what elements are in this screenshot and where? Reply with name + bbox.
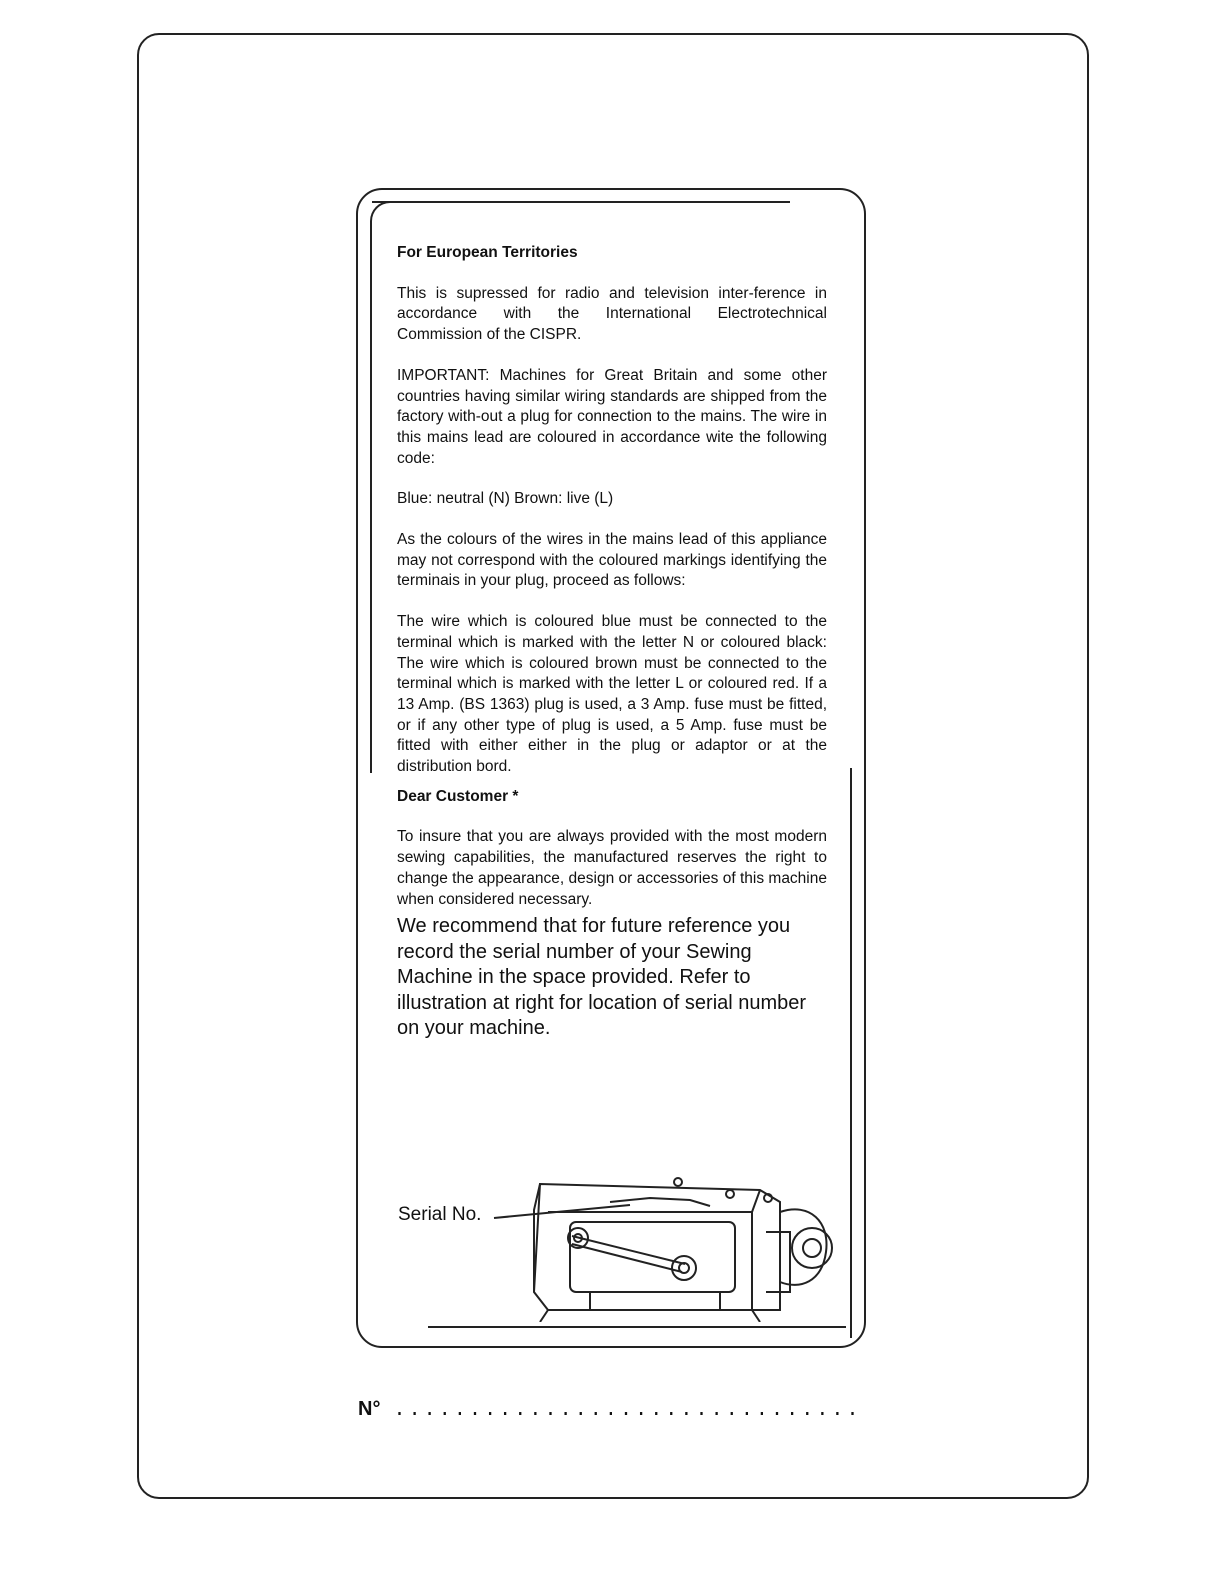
panel-inner-border xyxy=(370,201,396,773)
sewing-machine-underside-illustration xyxy=(490,1172,840,1322)
panel-bottom-rule xyxy=(428,1326,846,1328)
notice-content xyxy=(397,243,827,1062)
serial-recommendation-paragraph: We recommend that for future reference you record the serial number of your Sewing Machine in the space provided. Refer to illustration at right for location of serial number on your machine. xyxy=(397,915,807,1040)
wire-colours-paragraph: As the colours of the wires in the mains lead of this appliance may not correspond with the coloured markings identifying the terminais in your plug, proceed as follows: xyxy=(397,531,827,590)
wiring-instructions-paragraph: The wire which is coloured blue must be connected to the terminal which is marked with the letter N or coloured black: The wire which is coloured brown must be connected to the terminal which is marked with the letter L or coloured red. If a 13 Amp. (BS 1363) plug is used, a 3 Amp. fuse must be fitted, or if any other type of plug is used, a 5 Amp. fuse must be fitted with either either in the plug or adaptor or at the distribution bord. xyxy=(397,613,827,776)
serial-number-entry-line xyxy=(358,1398,862,1422)
wire-code-paragraph: Blue: neutral (N) Brown: live (L) xyxy=(397,490,614,508)
serial-number-label: Serial No. xyxy=(398,1204,482,1225)
dotted-entry-field: ............................... xyxy=(393,1399,862,1422)
panel-right-rule xyxy=(850,768,852,1338)
panel-top-rule xyxy=(372,201,790,203)
number-label: N° xyxy=(358,1398,381,1420)
dear-customer-heading: Dear Customer * xyxy=(397,787,519,805)
european-territories-heading: For European Territories xyxy=(397,244,578,261)
interference-paragraph: This is supressed for radio and television inter-ference in accordance with the International Electrotechnical Commission of the CISPR. xyxy=(397,284,827,344)
modern-capabilities-paragraph: To insure that you are always provided with the most modern sewing capabilities, the manufactured reserves the right to change the appearance, design or accessories of this machine when considered necessary. xyxy=(397,828,827,908)
important-paragraph: IMPORTANT: Machines for Great Britain and some other countries having similar wiring standards are shipped from the factory with-out a plug for connection to the mains. The wire in this mains lead are coloured in accordance wite the following code: xyxy=(397,366,827,467)
